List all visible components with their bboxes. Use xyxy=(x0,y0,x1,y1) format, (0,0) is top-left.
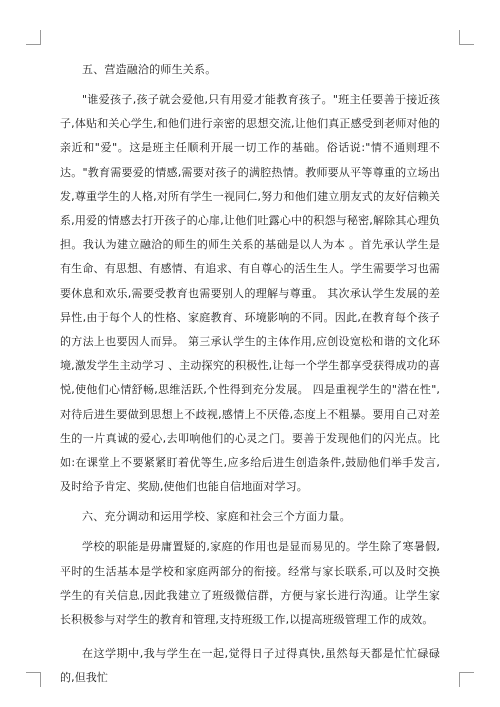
crop-mark-top-left xyxy=(26,30,41,45)
section-heading: 六、充分调动和运用学校、家庭和社会三个方面力量。 xyxy=(82,510,351,524)
paragraph: 学校的职能是毋庸置疑的,家庭的作用也是显而易见的。学生除了寒暑假,平时的生活基本是学校和家庭两部分的衔接。经常与家长联系,可以及时交换学生的有关信息,因此我建立了班级微信群，方便与家长进行沟通。让学生家长积极参与对学生的教育和管理,支持班级工作,以提高班级管理工作的成效。 xyxy=(60,540,440,627)
crop-mark-bottom-right xyxy=(459,672,474,687)
paragraph: "谁爱孩子,孩子就会爱他,只有用爱才能教育孩子。"班主任要善于接近孩子,体贴和关心学生,和他们进行亲密的思想交流,让他们真正感受到老师对他的亲近和"爱"。这是班主任顺利开展一切工作的基础。俗话说:"情不通则理不达。"教育需要爱的情感,需要对孩子的满腔热情。教师要从平等尊重的立场出发,尊重学生的人格,对所有学生一视同仁,努力和他们建立朋友式的友好信赖关系,用爱的情感去打开孩子的心扉,让他们吐露心中的积怨与秘密,解除其心理负担。我认为建立融洽的师生的师生关系的基础是以人为本 。首先承认学生是有生命、有思想、有感情、有追求、有自尊心的活生生人。学生需要学习也需要休息和欢乐,需要受教育也需要别人的理解与尊重。 其次承认学生发展的差异性,由于每个人的性格、家庭教育、环境影响的不同。因此,在教育每个孩子的方法上也要因人而异。 第三承认学生的主体作用,应创设宽松和谐的文化环境,激发学生主动学习 、主动探究的积极性,让每一个学生都享受获得成功的喜悦,使他们心情舒畅,思维活跃,个性得到充分发展。 四是重视学生的"潜在性",对待后进生要做到思想上不歧视,感情上不厌倦,态度上不粗暴。要用自己对差生的一片真诚的爱心,去叩响他们的心灵之门。要善于发现他们的闪光点。比如:在课堂上不要紧紧盯着优等生,应多给后进生创造条件,鼓励他们举手发言,及时给予肯定、奖励,使他们也能自信地面对学习。 xyxy=(60,93,440,494)
paragraph: 在这学期中,我与学生在一起,觉得日子过得真快,虽然每天都是忙忙碌碌的,但我忙 xyxy=(60,647,440,685)
section-heading: 五、营造融洽的师生关系。 xyxy=(82,63,217,76)
crop-mark-top-right xyxy=(459,30,474,45)
crop-mark-bottom-left xyxy=(26,672,41,687)
document-body xyxy=(60,62,440,691)
